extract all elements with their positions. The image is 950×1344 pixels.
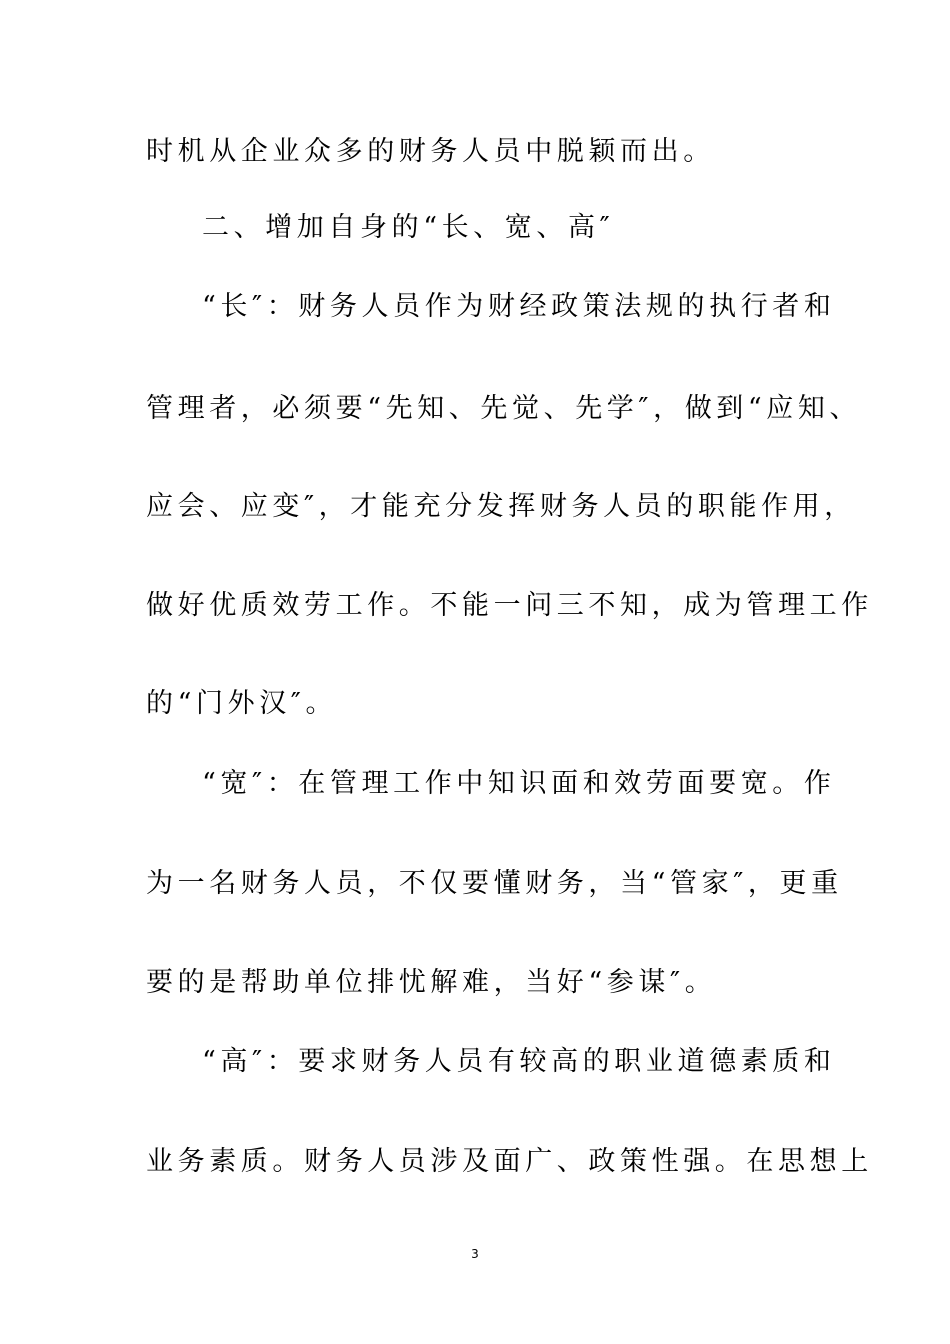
text-line: 时机从企业众多的财务人员中脱颖而出。 xyxy=(146,136,715,167)
text-line: 要的是帮助单位排忧解难，当好“参谋″。 xyxy=(146,967,717,998)
text-line: 为一名财务人员，不仅要懂财务，当“管家″，更重 xyxy=(146,868,843,899)
text-line: “高″：要求财务人员有较高的职业道德素质和 xyxy=(202,1046,836,1077)
text-line: “宽″：在管理工作中知识面和效劳面要宽。作 xyxy=(202,768,836,799)
page-number: 3 xyxy=(471,1247,479,1261)
section-heading: 二、增加自身的“长、宽、高″ xyxy=(202,212,615,243)
text-line: 的“门外汉″。 xyxy=(146,688,338,719)
text-line: 管理者，必须要“先知、先觉、先学″，做到“应知、 xyxy=(146,393,862,424)
text-line: 业务素质。财务人员涉及面广、政策性强。在思想上 xyxy=(146,1146,873,1177)
text-line: 做好优质效劳工作。不能一问三不知，成为管理工作 xyxy=(146,590,873,621)
text-line: 应会、应变″，才能充分发挥财务人员的职能作用， xyxy=(146,491,856,522)
text-line: “长″：财务人员作为财经政策法规的执行者和 xyxy=(202,291,836,322)
